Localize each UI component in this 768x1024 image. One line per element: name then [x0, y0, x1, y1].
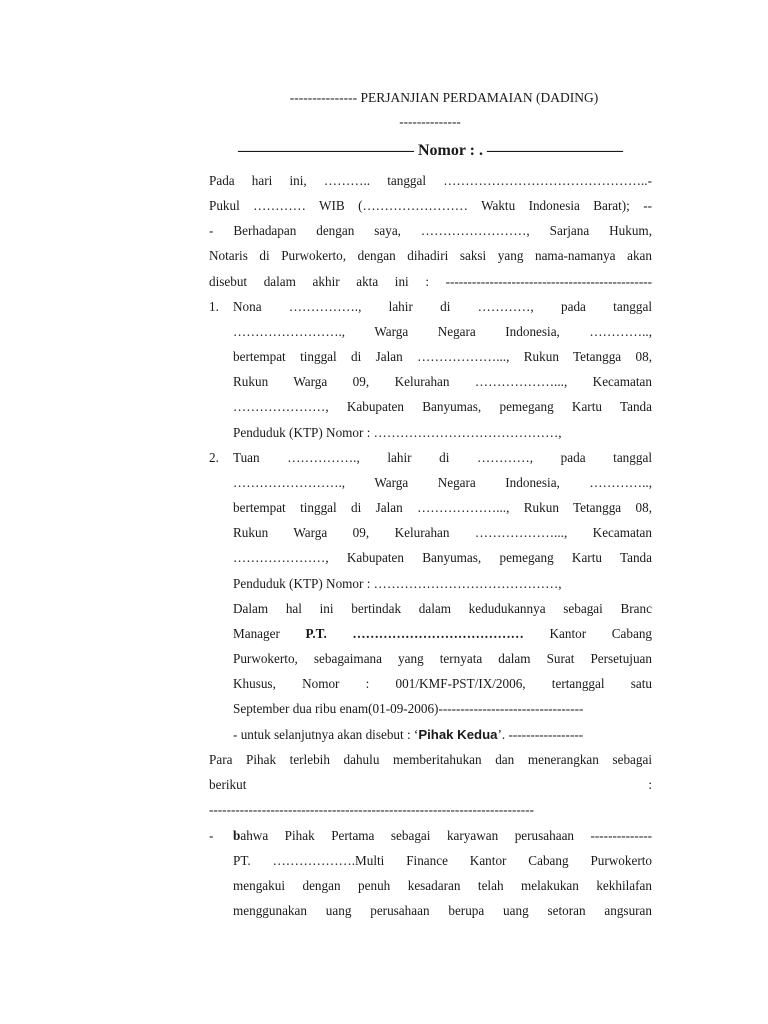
para-line-3: --------------------------------------------------------------------------	[209, 802, 534, 817]
clause-initial: b	[233, 828, 241, 843]
pihak-kedua-label: Pihak Kedua	[418, 727, 498, 742]
berikut-text: berikut	[209, 777, 247, 792]
branch-label: Kantor Cabang	[549, 626, 653, 641]
party-2-line-8	[233, 625, 652, 643]
para-line-2	[209, 776, 652, 794]
document-title	[209, 89, 679, 107]
text-line-3: - Berhadapan dengan saya, ……………………, Sarjana Hukum,	[209, 223, 652, 238]
clause-line-3: mengakui dengan penuh kesadaran telah melakukan kekhilafan	[233, 878, 652, 893]
text-line-1: Pada hari ini, ……….. tanggal ………………………………………..-	[209, 173, 652, 188]
para-line-1: Para Pihak terlebih dahulu memberitahukan dan menerangkan sebagai	[209, 752, 652, 767]
party-2-line-11: September dua ribu enam(01-09-2006)---------------------------------	[233, 701, 584, 716]
party-2-line-6: Penduduk (KTP) Nomor : ……………………………………,	[233, 576, 562, 591]
alias-prefix: - untuk selanjutnya akan disebut : ‘	[233, 727, 419, 742]
clause-line-4: menggunakan uang perusahaan berupa uang setoran angsuran	[233, 903, 652, 918]
clause-line-2: PT. ……………….Multi Finance Kantor Cabang Purwokerto	[233, 853, 652, 868]
party-2-line-1: Tuan ……………., lahir di …………, pada tanggal	[233, 450, 652, 465]
title-text: --------------- PERJANJIAN PERDAMAIAN (DADING)	[289, 90, 599, 105]
list-number-2: 2.	[209, 450, 219, 465]
alias-suffix: ’. -----------------	[497, 727, 584, 742]
list-number-1: 1.	[209, 299, 219, 314]
clause-text: ahwa Pihak Pertama sebagai karyawan perusahaan --------------	[240, 828, 652, 843]
text-line-4: Notaris di Purwokerto, dengan dihadiri saksi yang nama-namanya akan	[209, 248, 652, 263]
party-1-line-2: ……………………., Warga Negara Indonesia, …………..,	[233, 324, 652, 339]
colon-mark: :	[648, 777, 652, 792]
party-1-line-3: bertempat tinggal di Jalan ………………..., Rukun Tetangga 08,	[233, 349, 652, 364]
company-name: P.T. …………………………………	[305, 626, 524, 641]
party-1-line-1: Nona ……………., lahir di …………, pada tanggal	[233, 299, 652, 314]
party-1-line-6: Penduduk (KTP) Nomor : ……………………………………,	[233, 425, 562, 440]
title-dashes: --------------	[399, 114, 461, 129]
party-2-line-4: Rukun Warga 09, Kelurahan ………………..., Kecamatan	[233, 525, 652, 540]
party-2-line-9: Purwokerto, sebagaimana yang ternyata dalam Surat Persetujuan	[233, 651, 652, 666]
bullet-dash: -	[209, 828, 214, 843]
party-2-line-3: bertempat tinggal di Jalan ………………..., Rukun Tetangga 08,	[233, 500, 652, 515]
party-2-line-12	[233, 726, 652, 744]
manager-label: Manager	[233, 626, 280, 641]
party-2-line-5: …………………, Kabupaten Banyumas, pemegang Kartu Tanda	[233, 550, 652, 565]
party-2-line-10: Khusus, Nomor : 001/KMF-PST/IX/2006, tertanggal satu	[233, 676, 652, 691]
party-2-line-7: Dalam hal ini bertindak dalam kedudukannya sebagai Branc	[233, 601, 652, 616]
text-line-2: Pukul ………… WIB (…………………… Waktu Indonesia Barat); --	[209, 198, 652, 213]
clause-line-1	[233, 827, 652, 845]
nomor-line: –––––––––––––––––––––– Nomor : . –––––––––––––––––	[237, 142, 624, 159]
party-1-line-5: …………………, Kabupaten Banyumas, pemegang Kartu Tanda	[233, 399, 652, 414]
text-line-5: disebut dalam akhir akta ini : -----------------------------------------------	[209, 274, 652, 289]
party-1-line-4: Rukun Warga 09, Kelurahan ………………..., Kecamatan	[233, 374, 652, 389]
party-2-line-2: ……………………., Warga Negara Indonesia, …………..,	[233, 475, 652, 490]
